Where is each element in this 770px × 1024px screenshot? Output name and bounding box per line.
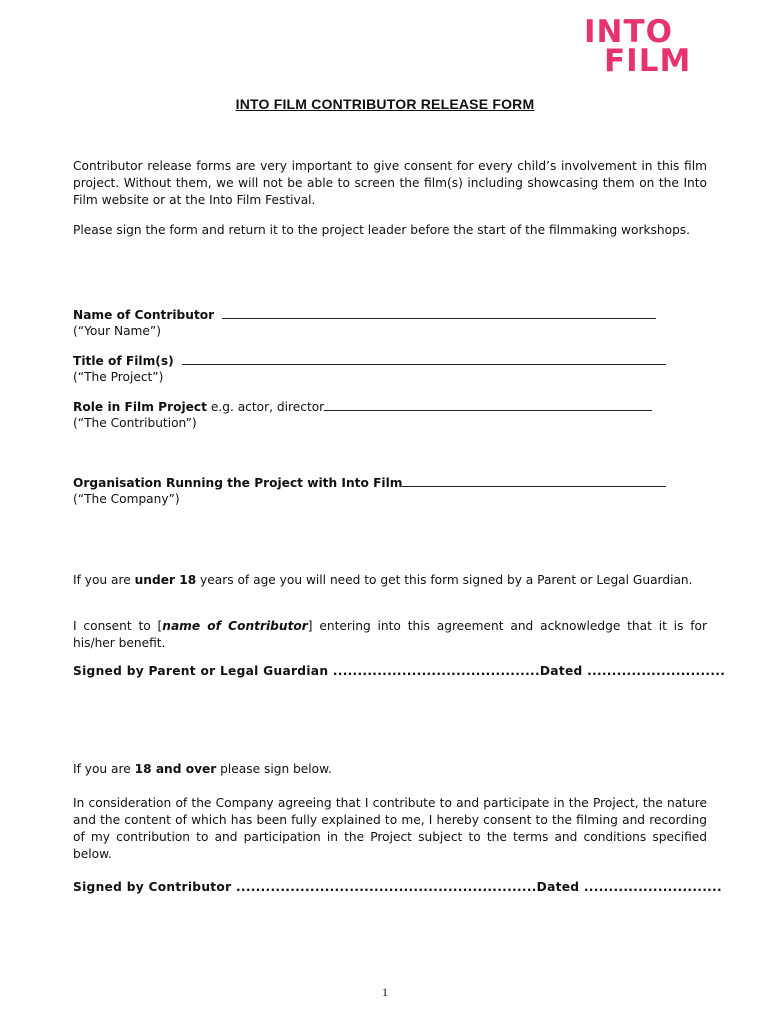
role-field [73, 398, 652, 416]
film-title-note: (“The Project”) [73, 370, 164, 384]
intro-paragraph: Contributor release forms are very important to give consent for every child’s involvement in this film project. Without them, we will not be able to screen the film(s) including showcasing them on the Into Film website or at the Into Film Festival. [73, 159, 707, 207]
form-title: INTO FILM CONTRIBUTOR RELEASE FORM [235, 96, 535, 112]
organisation-note: (“The Company”) [73, 492, 180, 506]
contributor-name-field [73, 306, 656, 324]
into-film-logo [584, 14, 702, 79]
role-line[interactable] [324, 398, 652, 411]
logo-line-1: INTO [584, 14, 673, 50]
contributor-signature-line[interactable]: Signed by Contributor .............................................................Dated ............................ [73, 880, 722, 894]
consideration-paragraph: In consideration of the Company agreeing that I contribute to and participate in the Project, the nature and the content of which has been fully explained to me, I hereby consent to the filming and recording of my contribution to and participation in the Project subject to the terms and conditions specified below. [73, 796, 707, 861]
logo-line-2: FILM [604, 43, 692, 79]
under18-pre: If you are [73, 573, 135, 587]
role-hint: e.g. actor, director [206, 400, 325, 414]
contributor-name-line[interactable] [222, 306, 656, 319]
parent-signature-line[interactable]: Signed by Parent or Legal Guardian ..........................................Dated ............................ [73, 664, 726, 678]
consent-post: ] entering into this agreement and acknowledge that it is for his/her benefit. [73, 619, 707, 650]
under18-bold: under 18 [134, 573, 197, 587]
page-number: 1 [382, 985, 388, 999]
contributor-name-note: (“Your Name”) [73, 324, 161, 338]
consent-paragraph [73, 618, 707, 652]
film-title-label: Title of Film(s) [73, 354, 174, 368]
over18-bold: 18 and over [134, 762, 217, 776]
contributor-name-label: Name of Contributor [73, 308, 215, 322]
consent-bold: name of Contributor [162, 619, 308, 633]
organisation-line[interactable] [402, 474, 666, 487]
over18-paragraph [73, 761, 707, 778]
organisation-field [73, 474, 666, 492]
film-title-line[interactable] [182, 352, 666, 365]
under18-paragraph [73, 572, 707, 589]
role-label: Role in Film Project [73, 400, 207, 414]
consent-pre: I consent to [ [73, 619, 163, 633]
organisation-label: Organisation Running the Project with Into Film [73, 476, 403, 490]
over18-pre: If you are [73, 762, 135, 776]
instructions-paragraph: Please sign the form and return it to the project leader before the start of the filmmaking workshops. [73, 223, 691, 237]
under18-post: years of age you will need to get this form signed by a Parent or Legal Guardian. [196, 573, 693, 587]
role-note: (“The Contribution”) [73, 416, 197, 430]
film-title-field [73, 352, 666, 370]
over18-post: please sign below. [216, 762, 332, 776]
